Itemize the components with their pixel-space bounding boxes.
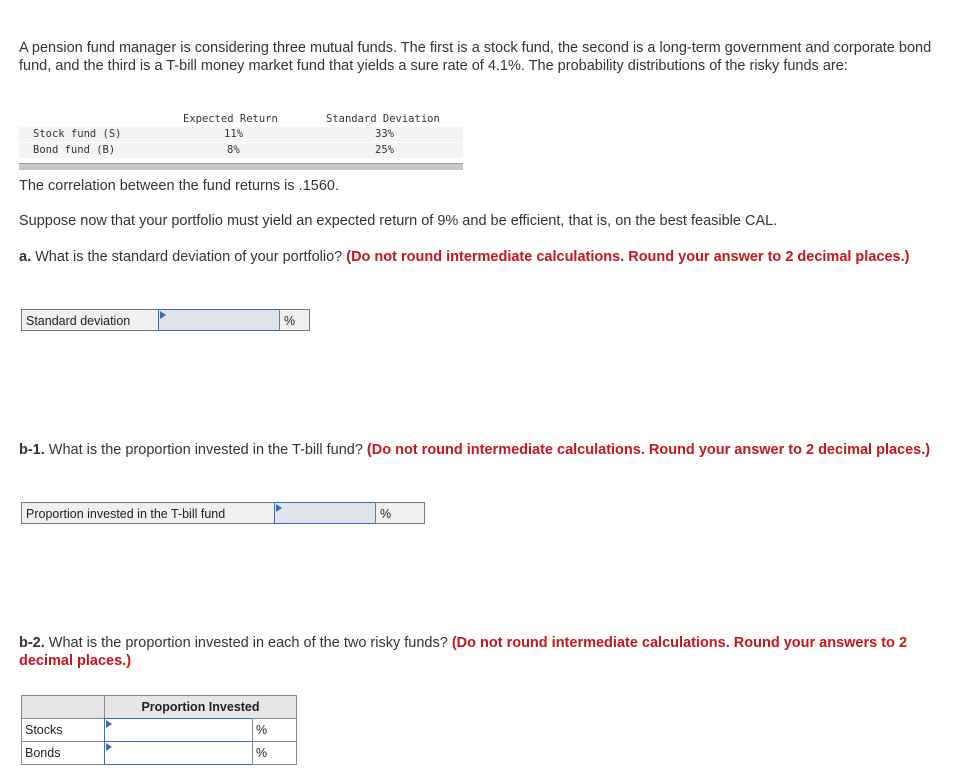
input-marker-icon	[160, 311, 166, 319]
input-marker-icon	[276, 504, 282, 512]
fund-name: Stock fund (S)	[33, 128, 122, 140]
input-marker-icon	[106, 743, 112, 751]
percent-unit: %	[252, 741, 297, 765]
question-a-label: a.	[19, 249, 32, 265]
question-b2-label: b-2.	[19, 635, 45, 651]
table-header-blank	[21, 695, 105, 719]
stocks-proportion-input[interactable]	[105, 719, 252, 741]
header-standard-deviation: Standard Deviation	[326, 113, 440, 125]
tbill-proportion-label: Proportion invested in the T-bill fund	[21, 502, 275, 524]
proportion-invested-header: Proportion Invested	[104, 695, 297, 719]
question-a-instruction: (Do not round intermediate calculations. Round your answer to 2 decimal places.)	[346, 249, 910, 265]
fund-expected-return: 8%	[227, 144, 240, 156]
question-b2	[19, 634, 959, 670]
question-a-text: What is the standard deviation of your portfolio?	[31, 249, 347, 265]
fund-standard-deviation: 33%	[375, 128, 394, 140]
standard-deviation-input-box[interactable]	[158, 309, 280, 331]
question-b1	[19, 441, 959, 459]
fund-standard-deviation: 25%	[375, 144, 394, 156]
question-a	[19, 248, 959, 266]
standard-deviation-input[interactable]	[159, 310, 279, 330]
correlation-text: The correlation between the fund returns is .1560.	[19, 178, 339, 194]
fund-name: Bond fund (B)	[33, 144, 116, 156]
standard-deviation-label: Standard deviation	[21, 309, 159, 331]
stocks-label: Stocks	[21, 718, 105, 742]
question-b1-instruction: (Do not round intermediate calculations. Round your answer to 2 decimal places.)	[366, 442, 931, 458]
table-bottom-bar	[19, 163, 463, 170]
percent-unit: %	[252, 718, 297, 742]
input-marker-icon	[106, 720, 112, 728]
bonds-input-box[interactable]	[104, 741, 253, 765]
tbill-proportion-input[interactable]	[275, 503, 375, 523]
fund-expected-return: 11%	[224, 128, 243, 140]
stocks-input-box[interactable]	[104, 718, 253, 742]
tbill-proportion-input-box[interactable]	[274, 502, 376, 524]
table-row	[19, 127, 463, 142]
percent-unit: %	[279, 309, 310, 331]
bonds-proportion-input[interactable]	[105, 742, 252, 764]
suppose-text: Suppose now that your portfolio must yield an expected return of 9% and be efficient, that is, on the best feasible CAL.	[19, 213, 778, 229]
table-row	[19, 143, 463, 158]
fund-table-header	[19, 111, 463, 128]
question-b2-instruction: (Do not round intermediate calculations. Round your answers to 2 decimal places.)	[19, 635, 908, 669]
percent-unit: %	[375, 502, 425, 524]
question-b1-text: What is the proportion invested in the T-bill fund?	[44, 442, 367, 458]
question-b1-label: b-1.	[19, 442, 45, 458]
bonds-label: Bonds	[21, 741, 105, 765]
header-expected-return: Expected Return	[183, 113, 278, 125]
problem-intro: A pension fund manager is considering three mutual funds. The first is a stock fund, the second is a long-term government and corporate bond fund, and the third is a T-bill money market fund that yields a sure rate of 4.1%. The probability distributions of the risky funds are:	[19, 40, 932, 74]
question-b2-text: What is the proportion invested in each of the two risky funds?	[44, 635, 452, 651]
